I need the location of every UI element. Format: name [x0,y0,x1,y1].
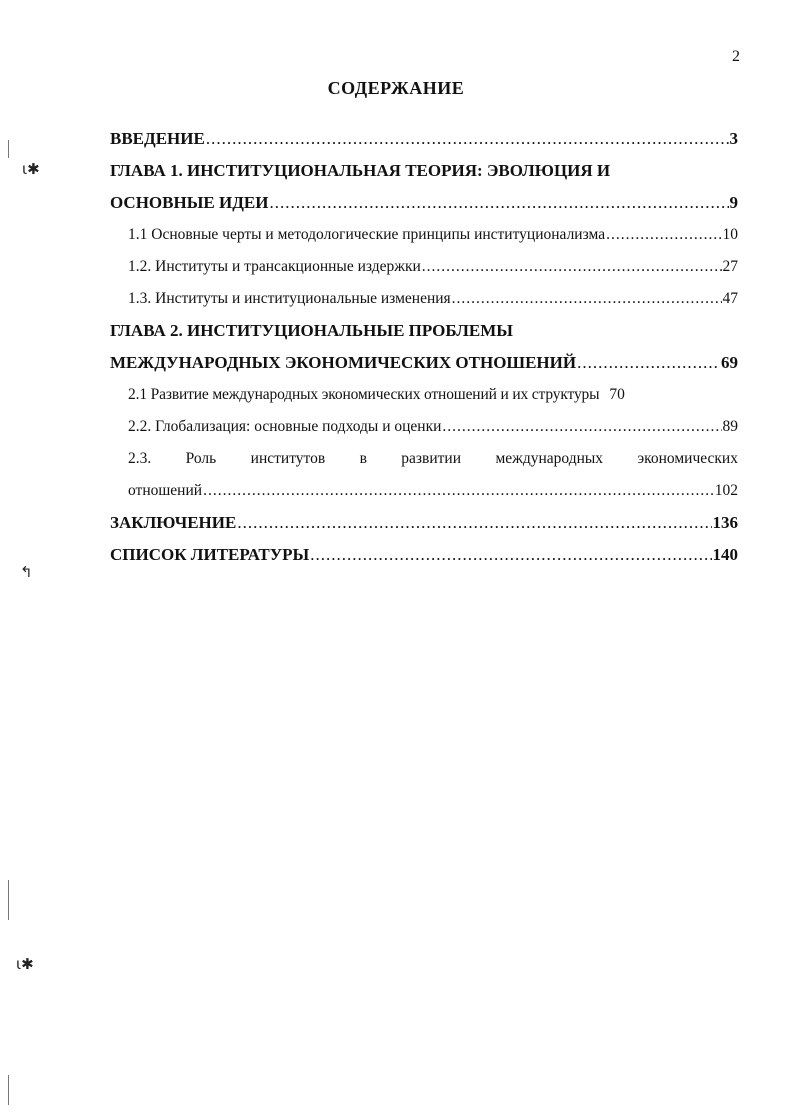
scan-artifact: ɩ✱ [16,955,34,973]
toc-entry-page: 47 [722,290,738,307]
dot-leader [606,219,721,251]
toc-word: международных [495,450,604,467]
toc-entry-page: 140 [712,545,738,564]
dot-leader [577,347,720,379]
toc-entry-label: 1.2. Институты и трансакционные издержки [128,258,421,275]
page-number: 2 [732,48,740,65]
toc-word: в [359,450,367,467]
dot-leader [203,475,714,507]
scan-artifact: ɩ✱ [22,160,40,178]
scan-artifact: ↰ [20,563,33,581]
toc-entry-label: ГЛАВА 1. ИНСТИТУЦИОНАЛЬНАЯ ТЕОРИЯ: ЭВОЛЮЦИЯ И [110,161,611,180]
toc-title: СОДЕРЖАНИЕ [327,78,465,98]
toc-entry-section-1-2 [110,251,738,283]
toc-entry-section-1-1 [110,219,738,251]
scan-artifact [8,1075,9,1105]
toc-entry-page: 70 [609,386,625,403]
toc-entry-intro [110,123,738,155]
dot-leader [237,507,711,539]
dot-leader [422,251,722,283]
toc-entry-page: 136 [712,513,738,532]
table-of-contents [110,123,738,571]
dot-leader [452,283,722,315]
toc-word: развитии [401,450,462,467]
toc-entry-label: МЕЖДУНАРОДНЫХ ЭКОНОМИЧЕСКИХ ОТНОШЕНИЙ [110,353,577,372]
toc-entry-page: 27 [722,258,738,275]
dot-leader [442,411,721,443]
toc-entry-section-1-3 [110,283,738,315]
dot-leader [269,187,728,219]
dot-leader [206,123,729,155]
toc-word: 2.3. [128,450,152,467]
toc-entry-page: 10 [722,226,738,243]
toc-entry-page: 102 [714,482,738,499]
toc-entry-section-2-3 [110,475,738,507]
toc-entry-label: СПИСОК ЛИТЕРАТУРЫ [110,545,310,564]
toc-entry-references [110,539,738,571]
toc-entry-section-2-2 [110,411,738,443]
toc-entry-label: 1.1 Основные черты и методологические принципы институционализма [128,226,606,243]
toc-entry-section-2-1 [110,379,738,411]
toc-entry-conclusion [110,507,738,539]
toc-entry-label: ОСНОВНЫЕ ИДЕИ [110,193,269,212]
toc-entry-chapter-2 [110,347,738,379]
toc-entry-page: 3 [729,129,738,148]
toc-entry-page: 89 [722,418,738,435]
toc-entry-chapter-1-title [110,155,738,187]
toc-entry-chapter-1 [110,187,738,219]
toc-entry-section-2-3-title [110,443,738,475]
toc-entry-label: 2.2. Глобализация: основные подходы и оценки [128,418,442,435]
toc-word: институтов [250,450,326,467]
toc-entry-label: ВВЕДЕНИЕ [110,129,205,148]
toc-entry-page: 9 [729,193,738,212]
scan-artifact [8,140,9,158]
scan-artifact [8,880,9,920]
toc-entry-page: 69 [721,353,738,372]
toc-entry-label: 2.1 Развитие международных экономических отношений и их структуры [128,386,600,403]
toc-word: экономических [637,450,738,467]
toc-entry-label: ГЛАВА 2. ИНСТИТУЦИОНАЛЬНЫЕ ПРОБЛЕМЫ [110,321,513,340]
toc-entry-label: ЗАКЛЮЧЕНИЕ [110,513,237,532]
toc-entry-label: 1.3. Институты и институциональные изменения [128,290,451,307]
toc-entry-label: отношений [128,482,203,499]
toc-word: Роль [185,450,217,467]
dot-leader [310,539,711,571]
toc-entry-chapter-2-title [110,315,738,347]
